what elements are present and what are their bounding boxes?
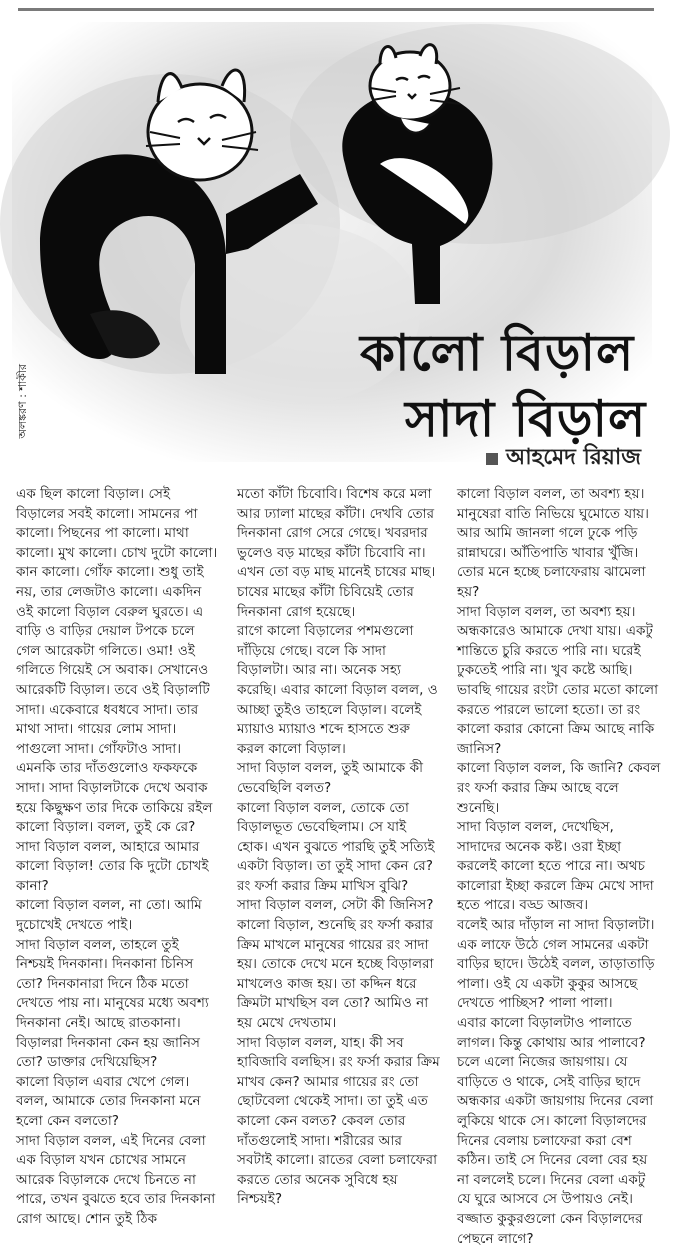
paragraph: কালো বিড়াল এবার খেপে গেল। বলল, আমাকে তোর দিনকানা মনে হলো কেন বলতো?: [16, 1073, 201, 1129]
paragraph: সাদা বিড়াল বলল, এই দিনের বেলা এক বিড়াল যখন চোখের সামনে আরেক বিড়ালকে দেখে চিনতে না পারে, তখন বুঝতে হবে তার দিনকানা রোগ আছে। শোন তুই ঠিক: [16, 1132, 216, 1227]
top-rule: [18, 8, 654, 11]
paragraph: সাদা বিড়াল বলল, সেটা কী জিনিস?: [237, 897, 434, 914]
byline-square-icon: [486, 453, 498, 465]
paragraph: বলেই আর দাঁড়াল না সাদা বিড়ালটা। এক লাফে উঠে গেল সামনের একটা বাড়ির ছাদে। উঠেই বলল, তাড়াতাড়ি পালা। ওই যে একটা কুকুর আসছে দেখতে পাচ্ছিস? পালা পালা।: [457, 917, 655, 1012]
byline: [486, 440, 641, 477]
paragraph: সাদা বিড়াল বলল, আহারে আমার কালো বিড়াল! তোর কি দুটো চোখই কানা?: [16, 838, 209, 894]
column-1: [16, 485, 220, 1227]
paragraph: সাদা বিড়াল বলল, যাহ। কী সব হাবিজাবি বলছিস। রং ফর্সা করার ক্রিম মাখব কেন? আমার গায়ের রং তো ছোটবেলা থেকেই সাদা। তা তুই এত কালো কেন বলত? কেবল তোর দাঁতগুলোই সাদা। শরীরের আর সবটাই কালো। রাতের বেলা চলাফেরা করতে তোর অনেক সুবিধে হয় নিশ্চয়ই?: [237, 1034, 440, 1208]
article-body: [16, 485, 664, 1247]
paragraph: কালো বিড়াল বলল, তোকে তো বিড়ালভূত ভেবেছিলাম। সে যাই হোক। এখন বুঝতে পারছি তুই সত্যিই একটা বিড়াল। তা তুই সাদা কেন রে? রং ফর্সা করার ক্রিম মাখিস বুঝি?: [237, 799, 435, 894]
paragraph: সাদা বিড়াল বলল, তা অবশ্য হয়। অন্ধকারেও আমাকে দেখা যায়। একটু শান্তিতে চুরি করতে পারি না। ঘরেই ঢুকতেই পারি না। খুব কষ্টে আছি। ভাবছি গায়ের রংটা তোর মতো কালো করতে পারলে ভালো হতো। তা রং কালো করার কোনো ক্রিম আছে নাকি জানিস?: [457, 603, 659, 757]
paragraph: রাগে কালো বিড়ালের পশমগুলো দাঁড়িয়ে গেছে। বলে কি সাদা বিড়ালটা। আর না। অনেক সহ্য করেছি। এবার কালো বিড়াল বলল, ও আচ্ছা তুইও তাহলে বিড়াল। বলেই ম্যায়াও ম্যায়াও শব্দে হাসতে শুরু করল কালো বিড়াল।: [237, 623, 438, 757]
column-2: [237, 485, 441, 1208]
column-3: [457, 485, 661, 1247]
illustration: [0, 14, 678, 470]
paragraph: কালো বিড়াল বলল, কি জানি? কেবল রং ফর্সা করার ক্রিম আছে বলে শুনেছি।: [457, 760, 661, 816]
paragraph: সাদা বিড়াল বলল, তুই আমাকে কী ভেবেছিলি বলত?: [237, 760, 423, 796]
paragraph: এবার কালো বিড়ালটাও পালাতে লাগল। কিন্তু কোথায় আর পালাবে? চলে এলো নিজের জায়গায়। যে বাড়িতে ও থাকে, সেই বাড়ির ছাদে অন্ধকার একটা জায়গায় দিনের বেলা লুকিয়ে থাকে সে। কালো বিড়ালদের দিনের বেলায় চলাফেরা করা বেশ কঠিন। তাই সে দিনের বেলা বের হয় না বললেই চলে। দিনের বেলা একটু যে ঘুরে আসবে সে উপায়ও নেই। বজ্জাত কুকুরগুলো কেন বিড়ালদের পেছনে লাগে?: [457, 1015, 654, 1247]
illustration-credit: অলঙ্করণ : শাকীর: [16, 364, 29, 439]
paragraph: মতো কাঁটা চিবোবি। বিশেষ করে মলা আর ঢ্যালা মাছের কাঁটা। দেখবি তোর দিনকানা রোগ সেরে গেছে। খবরদার ভুলেও বড় মাছের কাঁটা চিবোবি না। এখন তো বড় মাছ মানেই চাষের মাছ। চাষের মাছের কাঁটা চিবিয়েই তোর দিনকানা রোগ হয়েছে।: [237, 486, 436, 620]
paragraph: সাদা বিড়াল বলল, দেখেছিস, সাদাদের অনেক কষ্ট। ওরা ইচ্ছা করলেই কালো হতে পারে না। অথচ কালোরা ইচ্ছা করলে ক্রিম মেখে সাদা হতে পারে। বড্ড আজব।: [457, 819, 654, 914]
author-name: আহমেদ রিয়াজ: [506, 445, 641, 470]
paragraph: কালো বিড়াল বলল, তা অবশ্য হয়। মানুষেরা বাতি নিভিয়ে ঘুমোতে যায়। আর আমি জানলা গলে ঢুকে পড়ি রান্নাঘরে। আঁতিপাতি খাবার খুঁজি। তোর মনে হচ্ছে চলাফেরায় ঝামেলা হয়?: [457, 486, 650, 600]
paragraph: সাদা বিড়াল বলল, তাহলে তুই নিশ্চয়ই দিনকানা। দিনকানা চিনিস তো? দিনকানারা দিনে ঠিক মতো দেখতে পায় না। মানুষের মধ্যে অবশ্য দিনকানা নেই। আছে রাতকানা। বিড়ালরা দিনকানা কেন হয় জানিস তো? ডাক্তার দেখিয়েছিস?: [16, 936, 209, 1071]
paragraph: এক ছিল কালো বিড়াল। সেই বিড়ালের সবই কালো। সামনের পা কালো। পিছনের পা কালো। মাথা কালো। মুখ কালো। চোখ দুটো কালো। কান কালো। গোঁফ কালো। শুধু তাই নয়, তার লেজটাও কালো। একদিন ওই কালো বিড়াল বেরুল ঘুরতে। এ বাড়ি ও বাড়ির দেয়াল টপকে চলে গেল আরেকটা গলিতে। ওমা! ওই গলিতে গিয়েই সে অবাক। সেখানেও আরেকটি বিড়াল। তবে ওই বিড়ালটি সাদা। একেবারে ধবধবে সাদা। তার মাথা সাদা। গায়ের লোম সাদা। পাগুলো সাদা। গোঁফটাও সাদা। এমনকি তার দাঁতগুলোও ফকফকে সাদা। সাদা বিড়ালটাকে দেখে অবাক হয়ে কিছুক্ষণ তার দিকে তাকিয়ে রইল কালো বিড়াল। বলল, তুই কে রে?: [16, 486, 218, 836]
paragraph: কালো বিড়াল বলল, না তো। আমি দুচোখেই দেখতে পাই।: [16, 897, 202, 934]
paragraph: কালো বিড়াল, শুনেছি রং ফর্সা করার ক্রিম মাখলে মানুষের গায়ের রং সাদা হয়। তোকে দেখে মনে হচ্ছে বিড়ালরা মাখলেও কাজ হয়। তা কদ্দিন ধরে ক্রিমটা মাখছিস বল তো? আমিও না হয় মেখে দেখতাম।: [237, 917, 434, 1032]
title-line-2: সাদা বিড়াল: [405, 390, 647, 448]
title-line-1: কালো বিড়াল: [360, 324, 635, 382]
